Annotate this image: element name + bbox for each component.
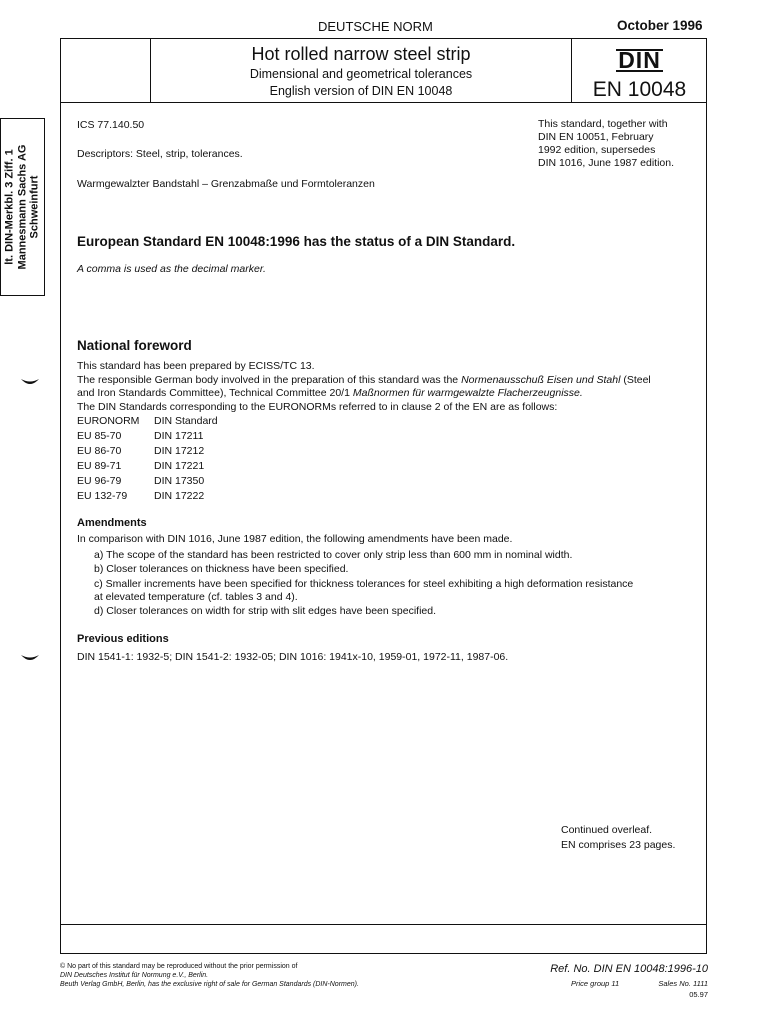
- amendment-item: b) Closer tolerances on thickness have been specified.: [94, 563, 349, 575]
- ics-code: ICS 77.140.50: [77, 119, 145, 131]
- sales-number: Sales No. 1111: [658, 979, 708, 988]
- issue-date: October 1996: [617, 18, 703, 33]
- continued-overleaf: Continued overleaf.: [561, 824, 653, 836]
- stamp-line-2: Mannesmann Sachs AG: [15, 144, 28, 270]
- table-cell-euronorm: EU 86-70: [77, 445, 122, 457]
- amendments-heading: Amendments: [77, 517, 147, 529]
- supersedes-note: [538, 118, 698, 170]
- supersedes-line: This standard, together with: [538, 118, 668, 130]
- print-code: 05.97: [689, 990, 708, 999]
- foreword-text: The responsible German body involved in the preparation of this standard was the: [77, 374, 462, 386]
- header-divider-left: [150, 38, 151, 102]
- status-headline: European Standard EN 10048:1996 has the status of a DIN Standard.: [77, 234, 516, 249]
- table-cell-euronorm: EU 132-79: [77, 490, 128, 502]
- document-subtitle: Dimensional and geometrical tolerances: [249, 67, 473, 81]
- stamp-line-3: Schweinfurt: [28, 175, 41, 239]
- english-version: English version of DIN EN 10048: [269, 84, 453, 98]
- table-cell-euronorm: EU 85-70: [77, 430, 122, 442]
- binder-mark-icon: [20, 653, 40, 663]
- din-logo-text: DIN: [618, 47, 661, 73]
- table-cell-euronorm: EU 89-71: [77, 460, 122, 472]
- page-count: EN comprises 23 pages.: [561, 839, 676, 851]
- din-logo: [573, 47, 706, 74]
- stamp-line-1: lt. DIN-Merkbl. 3 Ziff. 1: [3, 149, 16, 265]
- table-cell-din: DIN 17222: [154, 490, 205, 502]
- table-cell-din: DIN 17212: [154, 445, 205, 457]
- footer-divider: [60, 924, 707, 925]
- committee-name: Normenausschuß Eisen und Stahl: [461, 374, 621, 386]
- foreword-line-3: [77, 387, 583, 400]
- decimal-note: A comma is used as the decimal marker.: [77, 263, 266, 275]
- previous-editions-heading: Previous editions: [77, 633, 169, 645]
- table-cell-euronorm: EU 96-79: [77, 475, 122, 487]
- german-title: Warmgewalzter Bandstahl – Grenzabmaße und Formtoleranzen: [77, 178, 375, 190]
- amendment-item: a) The scope of the standard has been restricted to cover only strip less than 600 mm in nominal width.: [94, 549, 573, 561]
- copyright-line: DIN Deutsches Institut für Normung e.V., Berlin.: [60, 972, 209, 979]
- technical-committee-name: Maßnormen für warmgewalzte Flacherzeugnisse.: [352, 387, 583, 399]
- supersedes-line: DIN EN 10051, February: [538, 131, 654, 143]
- table-cell-din: DIN 17211: [154, 430, 204, 442]
- norm-label: DEUTSCHE NORM: [318, 19, 433, 34]
- amendment-item: c) Smaller increments have been specified for thickness tolerances for steel exhibiting a high deformation resistance: [94, 578, 634, 590]
- amendments-intro: In comparison with DIN 1016, June 1987 edition, the following amendments have been made.: [77, 533, 513, 545]
- table-cell-din: DIN 17350: [154, 475, 205, 487]
- previous-editions-text: DIN 1541-1: 1932-5; DIN 1541-2: 1932-05; DIN 1016: 1941x-10, 1959-01, 1972-11, 1987-06.: [77, 651, 509, 663]
- amendment-item: d) Closer tolerances on width for strip with slit edges have been specified.: [94, 605, 437, 617]
- header-divider-right: [571, 38, 572, 102]
- header-divider: [60, 102, 707, 103]
- copyright-line: Beuth Verlag GmbH, Berlin, has the exclusive right of sale for German Standards (DIN-Normen).: [60, 981, 359, 988]
- table-cell-din: DIN 17221: [154, 460, 205, 472]
- foreword-line-2: [77, 374, 651, 387]
- table-header-din: DIN Standard: [154, 415, 218, 427]
- foreword-line-1: This standard has been prepared by ECISS/TC 13.: [77, 360, 315, 372]
- foreword-text: and Iron Standards Committee), Technical Committee 20/1: [77, 387, 353, 399]
- foreword-text: (Steel: [620, 374, 651, 386]
- foreword-line-4: The DIN Standards corresponding to the EURONORMs referred to in clause 2 of the EN are as follows:: [77, 401, 558, 413]
- foreword-heading: National foreword: [77, 338, 192, 353]
- reference-number: Ref. No. DIN EN 10048:1996-10: [550, 963, 708, 975]
- copyright-notice: [60, 962, 359, 989]
- price-group: Price group 11: [571, 979, 620, 988]
- document-title: Hot rolled narrow steel strip: [251, 44, 471, 64]
- amendment-item: at elevated temperature (cf. tables 3 and 4).: [94, 591, 298, 603]
- supersedes-line: 1992 edition, supersedes: [538, 144, 656, 156]
- table-header-euronorm: EURONORM: [77, 415, 140, 427]
- descriptors: Descriptors: Steel, strip, tolerances.: [77, 148, 243, 160]
- stamp-text: [3, 145, 41, 270]
- binder-mark-icon: [20, 377, 40, 387]
- copyright-line: © No part of this standard may be reproduced without the prior permission of: [60, 963, 298, 970]
- supersedes-line: DIN 1016, June 1987 edition.: [538, 157, 675, 169]
- document-number: EN 10048: [592, 78, 687, 101]
